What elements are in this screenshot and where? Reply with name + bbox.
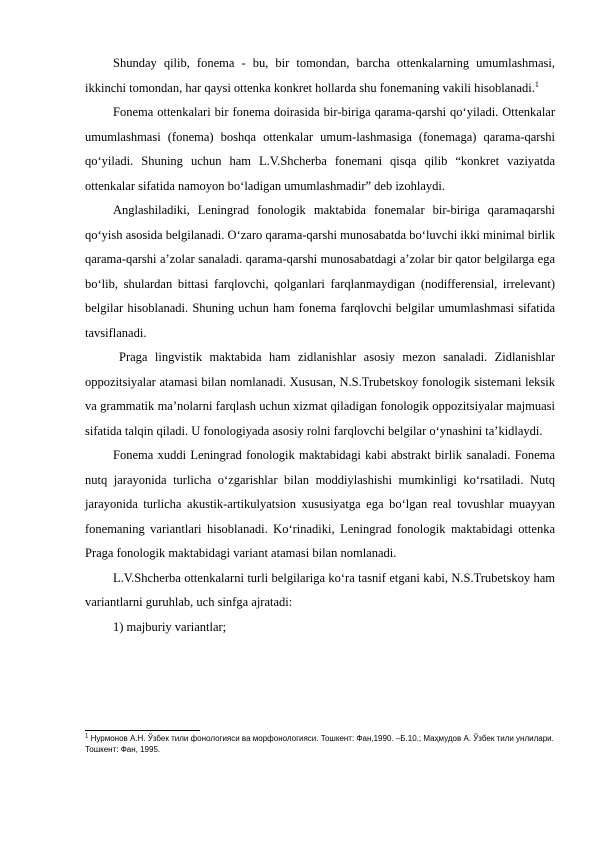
paragraph-5: Fonema xuddi Leningrad fonologik maktabidagi kabi abstrakt birlik sanaladi. Fonema nutq jarayonida turlicha o‘zgarishlar bilan moddiylashishi mumkinligi ko‘rsatiladi. Nutq jarayonida turlicha akustik-artikulyatsion xususiyatga ega bo‘lgan real tovushlar muayyan fonemaning variantlari hisoblanadi. Ko‘rinadiki, Leningrad fonologik maktabidagi ottenka Praga fonologik maktabidagi variant atamasi bilan nomlanadi.	[85, 448, 555, 560]
paragraph-6: L.V.Shcherba ottenkalarni turli belgilariga ko‘ra tasnif etgani kabi, N.S.Trubetskoy ham variantlarni guruhlab, uch sinfga ajratadi:	[85, 570, 555, 609]
footnote	[85, 733, 555, 755]
list-item-1: 1) majburiy variantlar;	[113, 619, 227, 634]
paragraph-2: Fonema ottenkalari bir fonema doirasida bir-biriga qarama-qarshi qo‘yiladi. Ottenkalar umumlashmasi (fonema) boshqa ottenkalar umum-lashmasiga (fonemaga) qarama-qarshi qo‘yiladi. Shuning uchun ham L.V.Shcherba fonemani qisqa qilib “konkret vaziyatda ottenkalar sifatida namoyon bo‘ladigan umumlashmadir” deb izohlaydi.	[85, 105, 555, 193]
paragraph-3: Anglashiladiki, Leningrad fonologik maktabida fonemalar bir-biriga qaramaqarshi qo‘yish asosida belgilanadi. O‘zaro qarama-qarshi munosabatda bo‘luvchi ikki minimal birlik qarama-qarshi a’zolar sanaladi. qarama-qarshi munosabatdagi a’zolar bir qator belgilarga ega bo‘lib, shulardan bittasi farqlovchi, qolganlari farqlanmaydigan (nodifferensial, irrelevant) belgilar hisoblanadi. Shuning uchun ham fonema farqlovchi belgilar umumlashmasi sifatida tavsiflanadi.	[85, 203, 555, 340]
footnote-text: Нурмонов А.Н. Ўзбек тили фонологияси ва морфонологияси. Тошкент: Фан,1990. –Б.10.; Маҳмудов А. Ўзбек тили унлилари. Тошкент: Фан, 1995.	[85, 734, 554, 754]
footnote-divider	[85, 730, 200, 731]
paragraph-4: Praga lingvistik maktabida ham zidlanishlar asosiy mezon sanaladi. Zidlanishlar oppozitsiyalar atamasi bilan nomlanadi. Xususan, N.S.Trubetskoy fonologik sistemani leksik va grammatik ma’nolarni farqlash uchun xizmat qiladigan fonologik oppozitsiyalar majmuasi sifatida talqin qiladi. U fonologiyada asosiy rolni farqlovchi belgilar o‘ynashini ta’kidlaydi.	[85, 350, 555, 438]
footnote-marker: 1	[85, 733, 89, 740]
paragraph-1-text: Shunday qilib, fonema - bu, bir tomondan, barcha ottenkalarning umumlashmasi, ikkinchi tomondan, har qaysi ottenka konkret hollarda shu fonemaning vakili hisoblanadi.	[85, 56, 555, 95]
footnote-reference[interactable]: 1	[534, 79, 539, 89]
body-text	[85, 51, 555, 639]
paragraph-1	[85, 51, 555, 100]
